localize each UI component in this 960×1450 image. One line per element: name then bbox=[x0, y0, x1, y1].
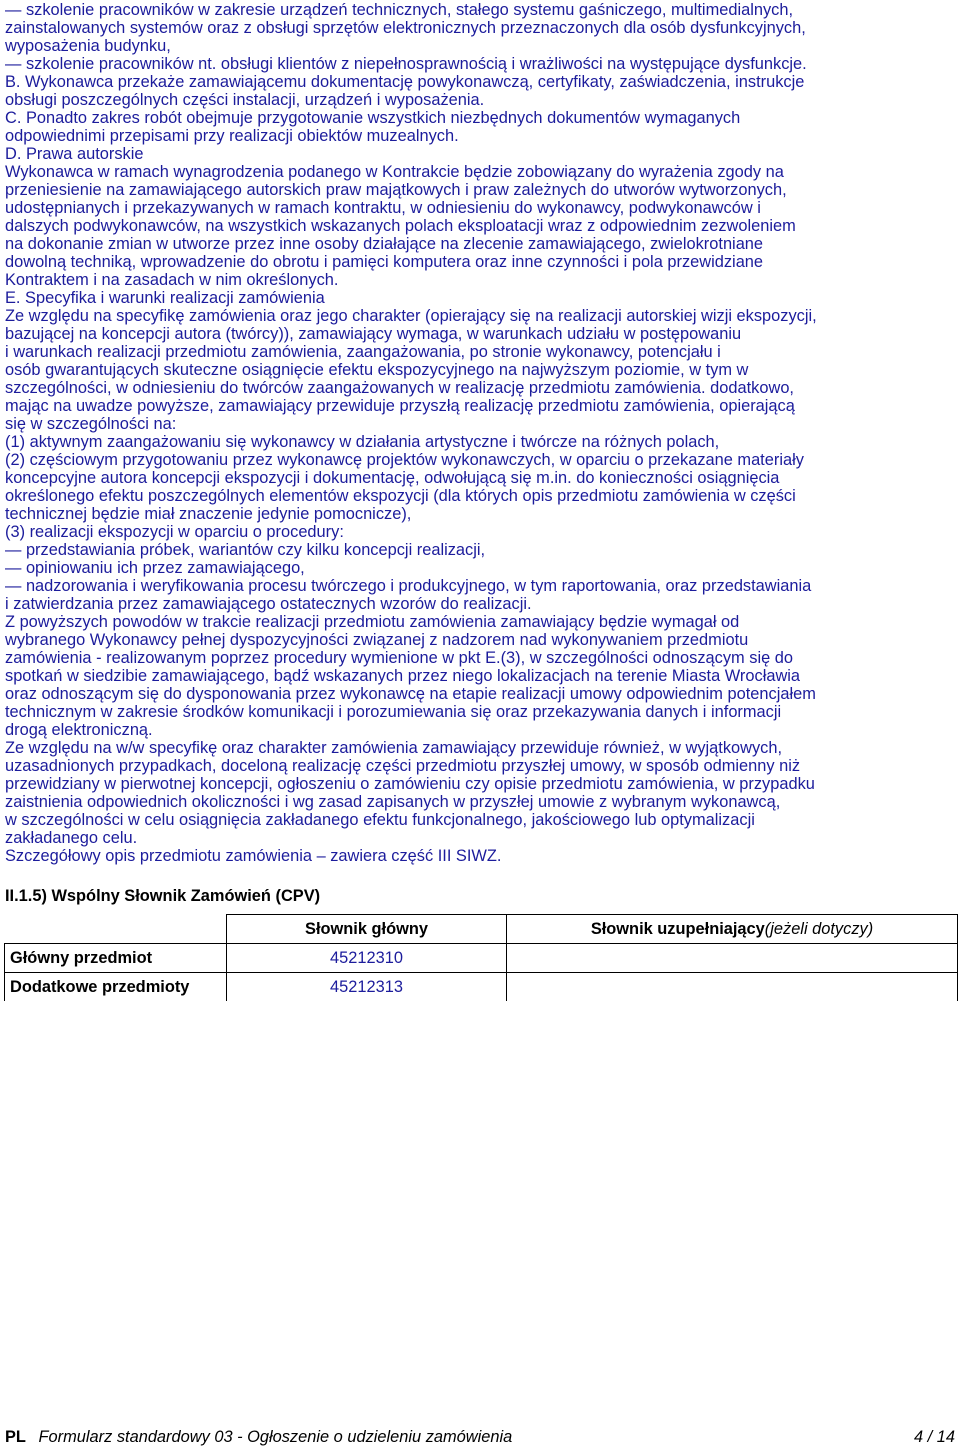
footer-page-number: 4 / 14 bbox=[913, 1428, 955, 1446]
page-footer bbox=[5, 1428, 955, 1448]
text-line: dowolną techniką, wprowadzenie do obrotu i pamięci komputera oraz inne czynności i pola przewidziane bbox=[5, 253, 764, 271]
text-line: — przedstawiania próbek, wariantów czy kilku koncepcji realizacji, bbox=[5, 541, 486, 559]
cpv-header-blank-cell bbox=[5, 915, 227, 944]
cpv-row-label: Główny przedmiot bbox=[5, 944, 227, 973]
cpv-table-header-row bbox=[5, 915, 958, 944]
cpv-main-code: 45212310 bbox=[227, 944, 507, 973]
text-line: obsługi poszczególnych części instalacji, urządzeń i wyposażenia. bbox=[5, 91, 485, 109]
text-line: technicznym w zakresie środków komunikacji i porozumiewania się oraz przekazywania danych i informacji bbox=[5, 703, 782, 721]
text-line: drogą elektroniczną. bbox=[5, 721, 153, 739]
text-line: określonego efektu poszczególnych elementów ekspozycji (dla których opis przedmiotu zamówienia w części bbox=[5, 487, 796, 505]
footer-form-name: Formularz standardowy 03 - Ogłoszenie o udzieleniu zamówienia bbox=[38, 1428, 513, 1446]
text-line: w szczególności w celu osiągnięcia zakładanego efektu funkcjonalnego, jakościowego lub optymalizacji bbox=[5, 811, 755, 829]
text-line: Kontraktem i na zasadach w nim określonych. bbox=[5, 271, 339, 289]
text-line: wybranego Wykonawcy pełnej dyspozycyjności związanej z nadzorem nad wykonywaniem przedmiotu bbox=[5, 631, 749, 649]
text-line: Szczegółowy opis przedmiotu zamówienia – zawiera część III SIWZ. bbox=[5, 847, 502, 865]
text-line: zamówienia - realizowanym poprzez procedury wymienione w pkt E.(3), w szczególności odnoszącym się do bbox=[5, 649, 793, 667]
text-line: dalszych podwykonawców, na wszystkich wskazanych polach eksploatacji wraz z odpowiednim zezwoleniem bbox=[5, 217, 796, 235]
text-line: spotkań w siedzibie zamawiającego, bądź wskazanych przez niego lokalizacjach na terenie Miasta Wrocławia bbox=[5, 667, 801, 685]
text-line: uzasadnionych przypadkach, doceloną realizację części przedmiotu przyszłej umowy, w sposób odmienny niż bbox=[5, 757, 801, 775]
notice-body-text bbox=[5, 1, 955, 865]
text-line: wyposażenia budynku, bbox=[5, 37, 171, 55]
cpv-header-supplementary-label: Słownik uzupełniający bbox=[590, 919, 765, 938]
text-line: przeniesienie na zamawiającego autorskich praw majątkowych i praw zależnych do utworów wytworzonych, bbox=[5, 181, 787, 199]
text-line: Ze względu na specyfikę zamówienia oraz jego charakter (opierający się na realizacji autorskiej wizji ekspozycji, bbox=[5, 307, 817, 325]
text-line: się w szczególności na: bbox=[5, 415, 177, 433]
text-line: odpowiednimi przepisami przy realizacji obiektów muzealnych. bbox=[5, 127, 459, 145]
cpv-supplementary-code bbox=[507, 944, 958, 973]
text-line: (3) realizacji ekspozycji w oparciu o procedury: bbox=[5, 523, 344, 541]
text-line: przewidziany w pierwotnej koncepcji, ogłoszeniu o zamówieniu czy opisie przedmiotu zamówienia, w przypadku bbox=[5, 775, 815, 793]
table-row bbox=[5, 973, 958, 1002]
footer-language-code: PL bbox=[5, 1428, 26, 1446]
cpv-main-code: 45212313 bbox=[227, 973, 507, 1002]
text-line: i zatwierdzania przez zamawiającego ostatecznych wzorów do realizacji. bbox=[5, 595, 532, 613]
text-line: oraz odnoszącym się do dysponowania przez wykonawcę na etapie realizacji umowy odpowiednim potencjałem bbox=[5, 685, 816, 703]
text-line: koncepcyjne autora koncepcji ekspozycji i dokumentację, odwołującą się m.in. do konieczności osiągnięcia bbox=[5, 469, 780, 487]
text-line: Z powyższych powodów w trakcie realizacji przedmiotu zamówienia zamawiający będzie wymagał od bbox=[5, 613, 740, 631]
text-line: E. Specyfika i warunki realizacji zamówienia bbox=[5, 289, 325, 307]
text-line: bazującej na koncepcji autora (twórcy)), zamawiający wymaga, w warunkach udziału w postępowaniu bbox=[5, 325, 742, 343]
text-line: Wykonawca w ramach wynagrodzenia podanego w Kontrakcie będzie zobowiązany do wyrażenia zgody na bbox=[5, 163, 784, 181]
text-line: — szkolenie pracowników w zakresie urządzeń technicznych, stałego systemu gaśniczego, multimedialnych, bbox=[5, 1, 794, 19]
text-line: — nadzorowania i weryfikowania procesu twórczego i produkcyjnego, w tym raportowania, oraz przedstawiania bbox=[5, 577, 812, 595]
text-line: technicznej będzie miał znaczenie jedynie pomocnicze), bbox=[5, 505, 412, 523]
text-line: Ze względu na w/w specyfikę oraz charakter zamówienia zamawiający przewiduje również, w wyjątkowych, bbox=[5, 739, 783, 757]
text-line: osób gwarantujących skuteczne osiągnięcie efektu ekspozycyjnego na najwyższym poziomie, w tym w bbox=[5, 361, 749, 379]
text-line: C. Ponadto zakres robót obejmuje przygotowanie wszystkich niezbędnych dokumentów wymaganych bbox=[5, 109, 741, 127]
cpv-row-label: Dodatkowe przedmioty bbox=[5, 973, 227, 1002]
text-line: mając na uwadze powyższe, zamawiający przewiduje przyszłą realizację przedmiotu zamówienia, opierającą bbox=[5, 397, 795, 415]
text-line: szczególności, w odniesieniu do twórców zaangażowanych w realizację przedmiotu zamówienia. dodatkowo, bbox=[5, 379, 794, 397]
text-line: B. Wykonawca przekaże zamawiającemu dokumentację powykonawczą, certyfikaty, zaświadczenia, instrukcje bbox=[5, 73, 805, 91]
text-line: D. Prawa autorskie bbox=[5, 145, 144, 163]
cpv-supplementary-code bbox=[507, 973, 958, 1002]
text-line: (2) częściowym przygotowaniu przez wykonawcę projektów wykonawczych, w oparciu o przekazane materiały bbox=[5, 451, 804, 469]
text-line: — szkolenie pracowników nt. obsługi klientów z niepełnosprawnością i wrażliwości na występujące dysfunkcje. bbox=[5, 55, 807, 73]
text-line: udostępnianych i przekazywanych w ramach kontraktu, w odniesieniu do wykonawcy, podwykonawców i bbox=[5, 199, 761, 217]
text-line: i warunkach realizacji przedmiotu zamówienia, zaangażowania, po stronie wykonawcy, potencjału i bbox=[5, 343, 721, 361]
cpv-header-supplementary-note: (jeżeli dotyczy) bbox=[764, 919, 874, 938]
cpv-table bbox=[4, 914, 958, 1001]
cpv-section-heading: II.1.5) Wspólny Słownik Zamówień (CPV) bbox=[5, 887, 321, 905]
text-line: zakładanego celu. bbox=[5, 829, 138, 847]
text-line: — opiniowaniu ich przez zamawiającego, bbox=[5, 559, 305, 577]
table-row bbox=[5, 944, 958, 973]
cpv-header-main: Słownik główny bbox=[227, 915, 507, 944]
text-line: na dokonanie zmian w utworze przez inne osoby działające na zlecenie zamawiającego, zwielokrotniane bbox=[5, 235, 764, 253]
cpv-header-supplementary bbox=[507, 915, 958, 944]
text-line: zainstalowanych systemów oraz z obsługi sprzętów elektronicznych przeznaczonych dla osób dysfunkcyjnych, bbox=[5, 19, 806, 37]
text-line: zaistnienia odpowiednich okoliczności i wg zasad zapisanych w przyszłej umowie z wybranym wykonawcą, bbox=[5, 793, 781, 811]
text-line: (1) aktywnym zaangażowaniu się wykonawcy w działania artystyczne i twórcze na różnych polach, bbox=[5, 433, 720, 451]
